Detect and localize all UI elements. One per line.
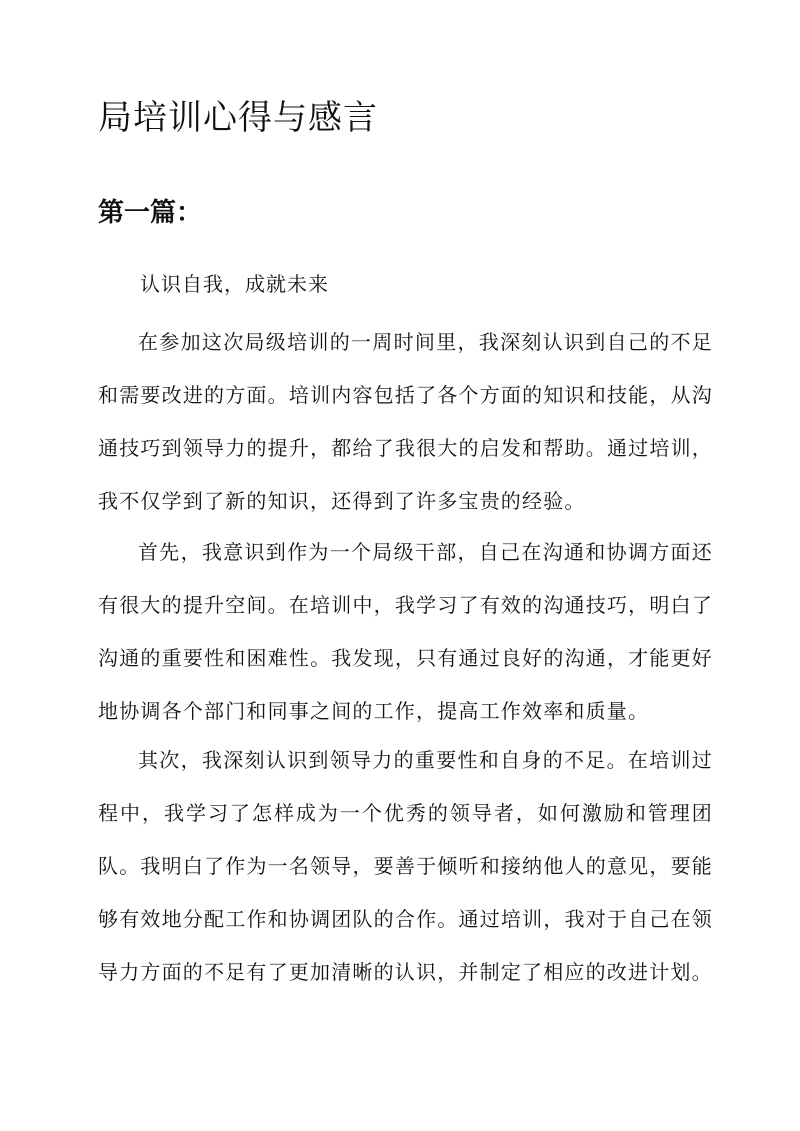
paragraph-1: 在参加这次局级培训的一周时间里，我深刻认识到自己的不足和需要改进的方面。培训内容包括了各个方面的知识和技能，从沟通技巧到领导力的提升，都给了我很大的启发和帮助。通过培训，我不仅学到了新的知识，还得到了许多宝贵的经验。	[98, 330, 713, 513]
section-heading: 第一篇：	[98, 198, 203, 228]
paragraph-3: 其次，我深刻认识到领导力的重要性和自身的不足。在培训过程中，我学习了怎样成为一个优秀的领导者，如何激励和管理团队。我明白了作为一名领导，要善于倾听和接纳他人的意见，要能够有效地分配工作和协调团队的合作。通过培训，我对于自己在领导力方面的不足有了更加清晰的认识，并制定了相应的改进计划。	[98, 748, 713, 984]
essay-subtitle: 认识自我，成就未来	[140, 272, 329, 296]
paragraph-2: 首先，我意识到作为一个局级干部，自己在沟通和协调方面还有很大的提升空间。在培训中，我学习了有效的沟通技巧，明白了沟通的重要性和困难性。我发现，只有通过良好的沟通，才能更好地协调各个部门和同事之间的工作，提高工作效率和质量。	[98, 540, 713, 723]
page-title: 局培训心得与感言	[98, 98, 378, 138]
